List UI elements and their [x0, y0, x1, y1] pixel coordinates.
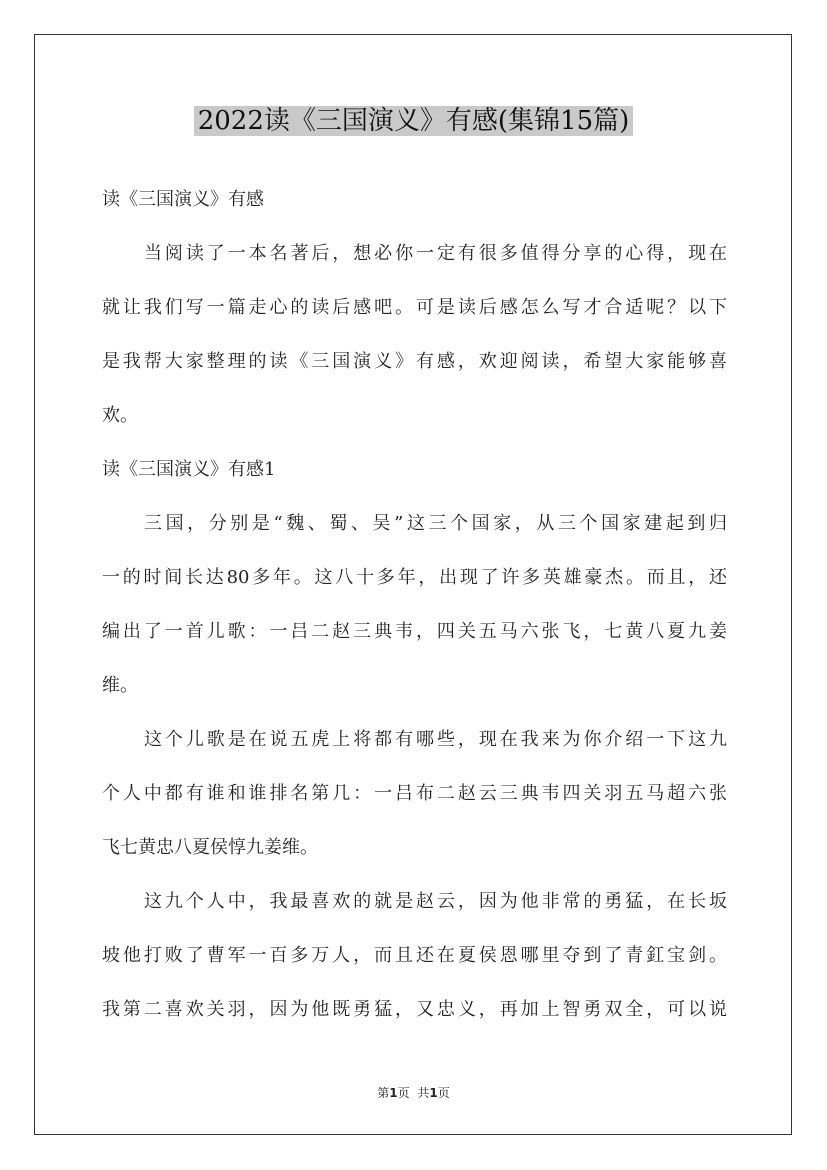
paragraph-line: 这个儿歌是在说五虎上将都有哪些，现在我来为你介绍一下这九 [144, 729, 727, 750]
document-title-text: 2022读《三国演义》有感(集锦15篇) [194, 106, 634, 136]
paragraph-line: 飞七黄忠八夏侯惇九姜维。 [102, 837, 318, 858]
section-heading: 读《三国演义》有感1 [102, 459, 276, 480]
document-body [102, 173, 727, 1037]
total-suffix: 页 [437, 1086, 450, 1100]
paragraph-line: 我第二喜欢关羽，因为他既勇猛，又忠义，再加上智勇双全，可以说 [102, 999, 727, 1020]
paragraph-line: 是我帮大家整理的读《三国演义》有感，欢迎阅读，希望大家能够喜 [102, 351, 727, 372]
section-heading: 读《三国演义》有感 [102, 189, 264, 210]
paragraph-line: 当阅读了一本名著后，想必你一定有很多值得分享的心得，现在 [144, 243, 727, 264]
current-page-number: 1 [389, 1086, 398, 1100]
paragraph-line: 坡他打败了曹军一百多万人，而且还在夏侯恩哪里夺到了青釭宝剑。 [102, 945, 727, 966]
page-suffix: 页 [397, 1086, 410, 1100]
paragraph-line: 三国，分别是“魏、蜀、吴”这三个国家，从三个国家建起到归 [144, 513, 727, 534]
paragraph-line: 编出了一首儿歌：一吕二赵三典韦，四关五马六张飞，七黄八夏九姜 [102, 621, 727, 642]
document-title [0, 101, 827, 141]
page-footer [0, 1084, 827, 1102]
paragraph-line: 个人中都有谁和谁排名第几：一吕布二赵云三典韦四关羽五马超六张 [102, 783, 727, 804]
total-pages-number: 1 [429, 1086, 438, 1100]
paragraph-line: 一的时间长达80多年。这八十多年，出现了许多英雄豪杰。而且，还 [102, 567, 727, 588]
paragraph-line: 就让我们写一篇走心的读后感吧。可是读后感怎么写才合适呢？以下 [102, 297, 727, 318]
page-prefix: 第 [377, 1086, 390, 1100]
paragraph-line: 这九个人中，我最喜欢的就是赵云，因为他非常的勇猛，在长坂 [144, 891, 727, 912]
paragraph-line: 维。 [102, 675, 138, 696]
total-prefix: 共 [417, 1086, 430, 1100]
paragraph-line: 欢。 [102, 405, 138, 426]
